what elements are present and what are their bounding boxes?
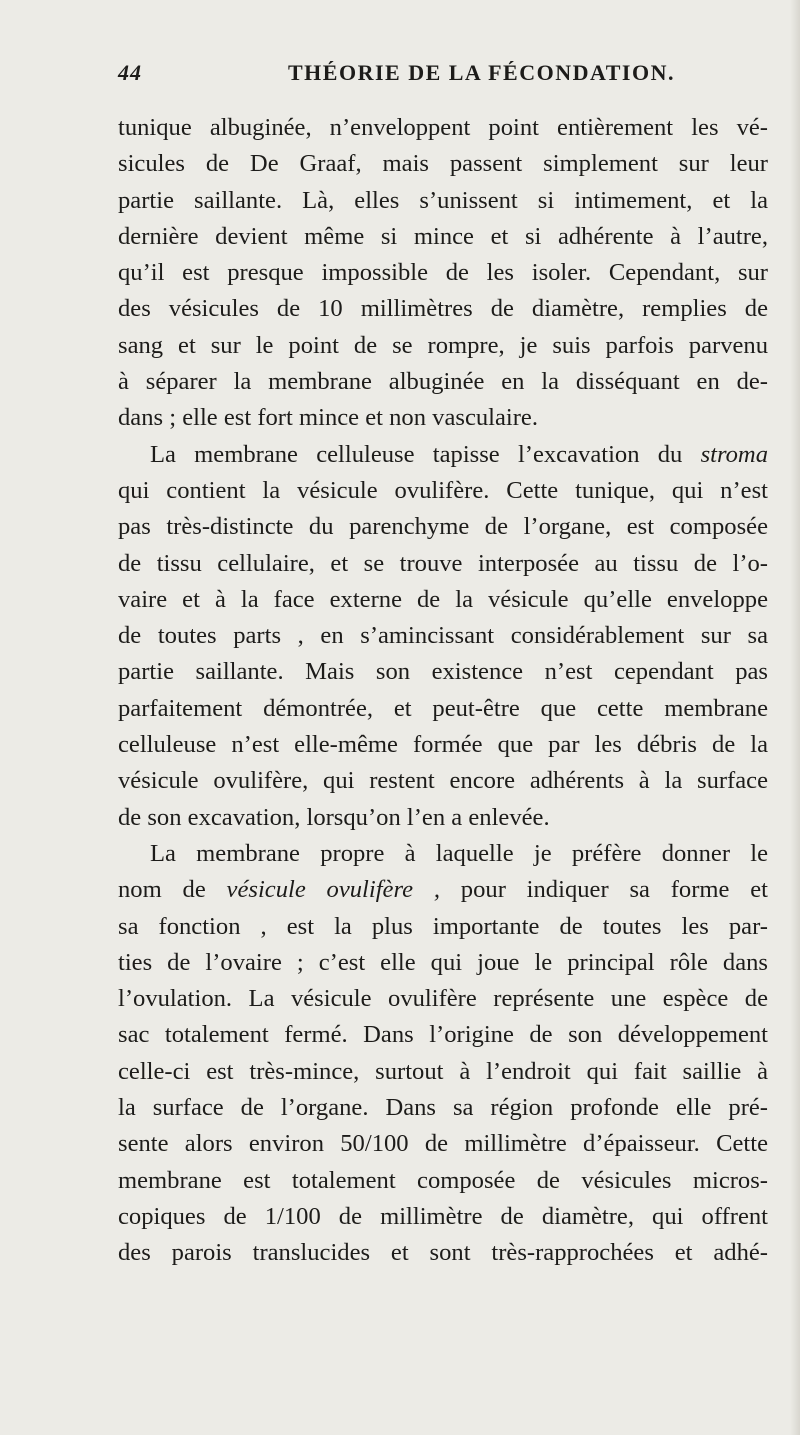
text-line: celluleuse n’est elle-même formée que par les débris de la <box>118 731 768 759</box>
text-line <box>118 872 768 908</box>
text-line: qui contient la vésicule ovulifère. Cette tunique, qui n’est <box>118 476 768 504</box>
text-line: membrane est totalement composée de vésicules micros- <box>118 1166 768 1194</box>
text-line: la surface de l’organe. Dans sa région profonde elle pré- <box>118 1094 768 1122</box>
text-line: parfaitement démontrée, et peut-être que cette membrane <box>118 694 768 722</box>
text-line: vésicule ovulifère, qui restent encore adhérents à la surface <box>118 767 768 795</box>
page-number: 44 <box>118 60 142 85</box>
text-line: sac totalement fermé. Dans l’origine de son développement <box>118 1021 768 1049</box>
italic-term: stroma <box>700 440 768 468</box>
text-line: partie saillante. Là, elles s’unissent si intimement, et la <box>118 186 768 214</box>
text-line: qu’il est presque impossible de les isoler. Cependant, sur <box>118 259 768 287</box>
text-line: de son excavation, lorsqu’on l’en a enlevée. <box>118 803 550 831</box>
italic-term: vésicule ovulifère , <box>226 876 440 904</box>
text-line: La membrane propre à laquelle je préfère donner le <box>150 839 768 867</box>
text-line: pas très-distincte du parenchyme de l’organe, est composée <box>118 513 768 541</box>
text-line: des vésicules de 10 millimètres de diamètre, remplies de <box>118 295 768 323</box>
text-line: sang et sur le point de se rompre, je suis parfois parvenu <box>118 331 768 359</box>
text-line: l’ovulation. La vésicule ovulifère représente une espèce de <box>118 985 768 1013</box>
line-text: nom de <box>118 876 227 904</box>
text-line: dans ; elle est fort mince et non vasculaire. <box>118 404 538 432</box>
line-text: La membrane celluleuse tapisse l’excavation du <box>150 440 701 468</box>
text-line: ties de l’ovaire ; c’est elle qui joue le principal rôle dans <box>118 948 768 976</box>
text-line: de tissu cellulaire, et se trouve interposée au tissu de l’o- <box>118 549 768 577</box>
line-text: pour indiquer sa forme et <box>440 876 768 904</box>
text-line: des parois translucides et sont très-rapprochées et adhé- <box>118 1239 768 1267</box>
text-line: partie saillante. Mais son existence n’est cependant pas <box>118 658 768 686</box>
text-line: de toutes parts , en s’amincissant considérablement sur sa <box>118 622 768 650</box>
text-line: sente alors environ 50/100 de millimètre d’épaisseur. Cette <box>118 1130 768 1158</box>
text-line: sa fonction , est la plus importante de toutes les par- <box>118 912 768 940</box>
running-title: THÉORIE DE LA FÉCONDATION. <box>288 60 675 85</box>
text-line: sicules de De Graaf, mais passent simplement sur leur <box>118 150 768 178</box>
text-line <box>118 437 768 473</box>
page-header <box>118 60 768 90</box>
text-line: dernière devient même si mince et si adhérente à l’autre, <box>118 222 768 250</box>
text-line: celle-ci est très-mince, surtout à l’endroit qui fait saillie à <box>118 1057 768 1085</box>
text-line: tunique albuginée, n’enveloppent point entièrement les vé- <box>118 114 768 141</box>
page-edge-shadow <box>790 0 800 1435</box>
text-line: à séparer la membrane albuginée en la disséquant en de- <box>118 368 768 396</box>
body-text <box>118 110 768 1272</box>
text-line: copiques de 1/100 de millimètre de diamètre, qui offrent <box>118 1202 768 1230</box>
text-line: vaire et à la face externe de la vésicule qu’elle enveloppe <box>118 585 768 613</box>
